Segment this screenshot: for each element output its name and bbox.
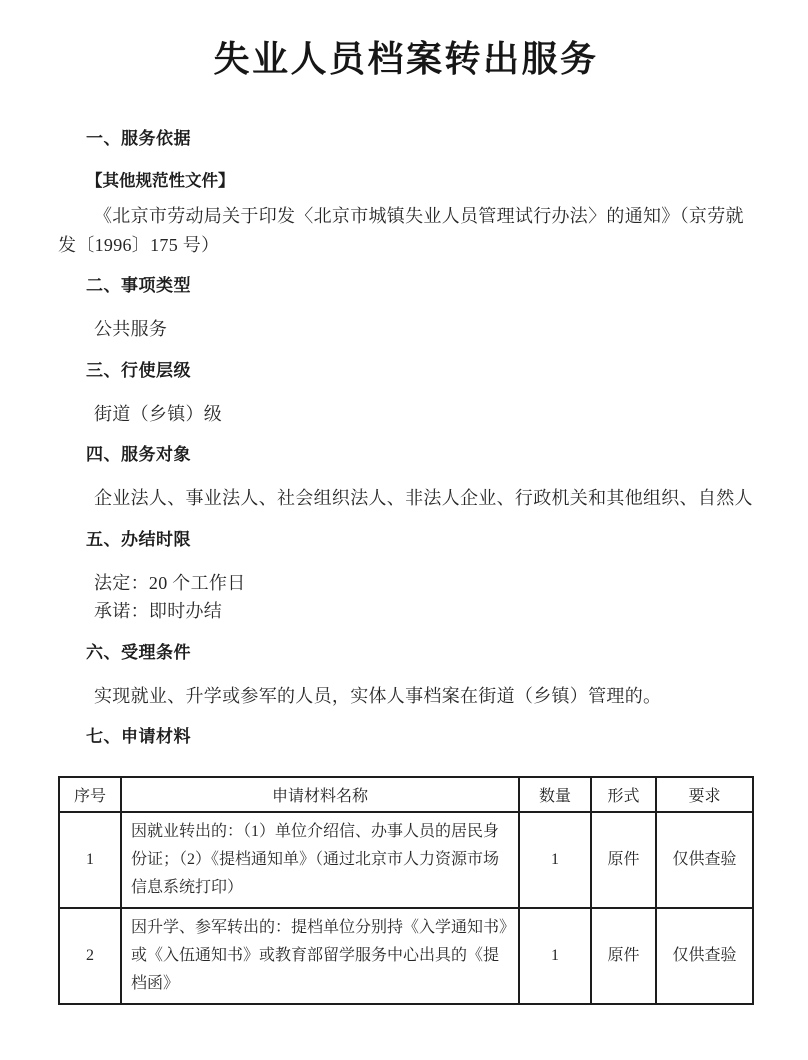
section-application-materials: [58, 724, 754, 1005]
cell-form: 原件: [591, 812, 656, 908]
cell-index: 1: [59, 812, 121, 908]
table-header-row: [59, 777, 753, 812]
section-heading-exercise-level: 三、行使层级: [86, 360, 192, 380]
paragraph-item-type: 公共服务: [94, 319, 168, 339]
section-body: [58, 484, 754, 513]
section-body: [58, 400, 754, 429]
paragraph-service-target: 企业法人、事业法人、社会组织法人、非法人企业、行政机关和其他组织、自然人: [94, 488, 753, 508]
paragraph-legal-basis: 《北京市劳动局关于印发〈北京市城镇失业人员管理试行办法〉的通知》（京劳就发〔1996〕175 号）: [58, 206, 744, 255]
section-acceptance-conditions: [58, 640, 754, 711]
table-header: [59, 777, 753, 812]
column-header-form: 形式: [591, 777, 656, 812]
cell-form: 原件: [591, 908, 656, 1004]
paragraph-acceptance-conditions: 实现就业、升学或参军的人员，实体人事档案在街道（乡镇）管理的。: [94, 685, 662, 706]
section-item-type: [58, 273, 754, 344]
column-header-index: 序号: [59, 777, 121, 812]
cell-quantity: 1: [519, 908, 591, 1004]
cell-index: 2: [59, 908, 121, 1004]
section-exercise-level: [58, 358, 754, 429]
cell-material-name: 因就业转出的：（1）单位介绍信、办事人员的居民身份证；（2）《提档通知单》（通过北京市人力资源市场信息系统打印）: [121, 812, 519, 908]
section-heading-completion-time: 五、办结时限: [86, 529, 192, 549]
section-body: [58, 315, 754, 344]
section-body: [58, 569, 754, 626]
table-body: [59, 812, 753, 1004]
section-body: [58, 202, 754, 259]
section-subheading-normative-documents: 【其他规范性文件】: [86, 172, 235, 190]
table-row: [59, 812, 753, 908]
section-completion-time: [58, 527, 754, 626]
paragraph-exercise-level: 街道（乡镇）级: [94, 403, 223, 424]
section-heading-acceptance-conditions: 六、受理条件: [86, 642, 192, 662]
cell-quantity: 1: [519, 812, 591, 908]
table-row: [59, 908, 753, 1004]
section-heading-service-target: 四、服务对象: [86, 445, 192, 464]
application-materials-table: [58, 776, 754, 1005]
section-body: [58, 682, 754, 711]
section-heading-service-basis: 一、服务依据: [86, 129, 192, 148]
cell-requirement: 仅供查验: [656, 908, 753, 1004]
paragraph-statutory-limit: 法定：20 个工作日: [94, 572, 246, 593]
section-heading-application-materials: 七、申请材料: [86, 727, 192, 746]
section-heading-item-type: 二、事项类型: [86, 276, 192, 295]
cell-requirement: 仅供查验: [656, 812, 753, 908]
column-header-quantity: 数量: [519, 777, 591, 812]
cell-material-name: 因升学、参军转出的：提档单位分别持《入学通知书》或《入伍通知书》或教育部留学服务中心出具的《提档函》: [121, 908, 519, 1004]
paragraph-promised-limit: 承诺：即时办结: [94, 601, 223, 621]
section-service-basis: [58, 126, 754, 259]
section-service-target: [58, 442, 754, 513]
document-title: 失业人员档案转出服务: [213, 39, 599, 79]
column-header-material-name: 申请材料名称: [121, 777, 519, 812]
column-header-requirement: 要求: [656, 777, 753, 812]
